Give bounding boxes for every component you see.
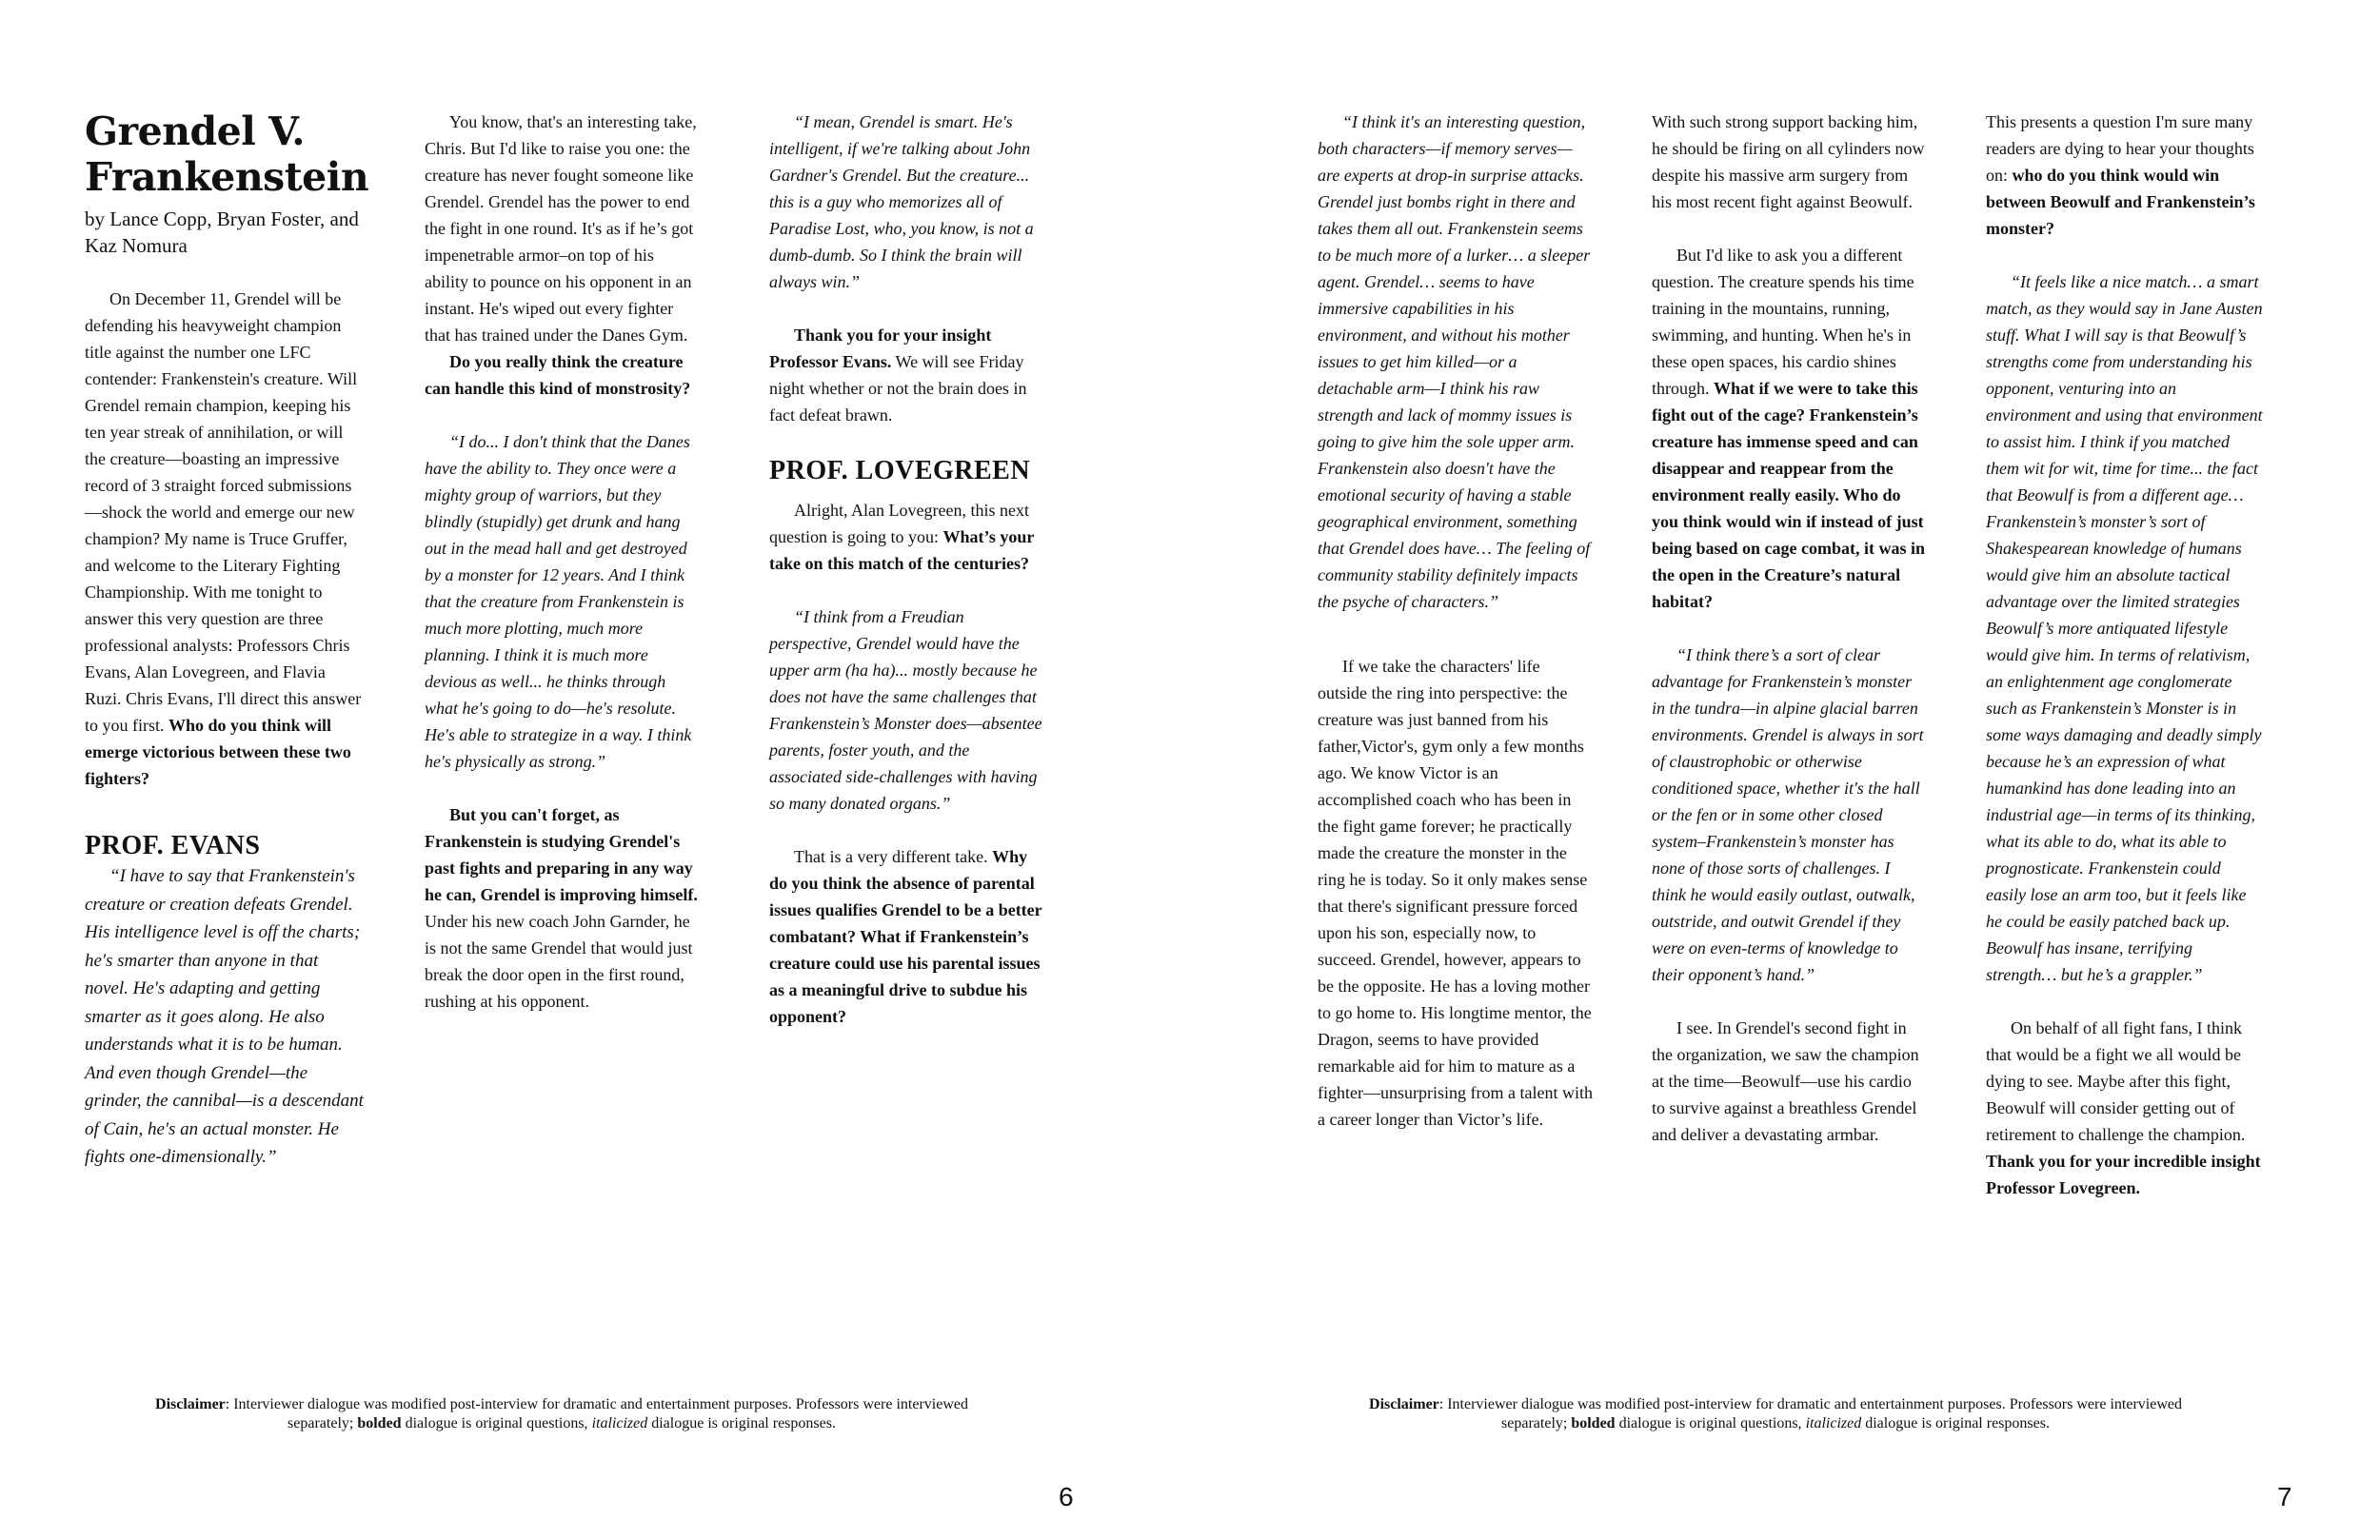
question-text: who do you think would win between Beowulf and Frankenstein’s monster? <box>1986 166 2255 238</box>
right-column-3 <box>1986 109 2264 1201</box>
disclaimer-left <box>143 1395 981 1433</box>
paragraph-text: Under his new coach John Garnder, he is not the same Grendel that would just break the door open in the first round, rushing at his opponent. <box>425 912 693 1011</box>
right-page <box>1190 0 2380 1540</box>
evans-answer: “I have to say that Frankenstein's creature or creation defeats Grendel. His intelligence level is off the charts; he's smarter than anyone in that novel. He's adapting and getting smarter as it goes along. He also understands what it is to be human. And even though Grendel—the grinder, the cannibal—is a descendant of Cain, he's an actual monster. He fights one-dimensionally.” <box>85 866 364 1167</box>
question-text-2: But you can't forget, as Frankenstein is studying Grendel's past fights and preparing in any way he can, Grendel is improving himself. <box>425 805 698 904</box>
lovegreen-answer: “I think from a Freudian perspective, Grendel would have the upper arm (ha ha)... mostly because he does not have the same challenges that Frankenstein’s Monster does—absentee parents, foster youth, and the associated side-challenges with having so many donated organs.” <box>769 607 1042 813</box>
question-paragraph <box>425 348 701 402</box>
intro-paragraph <box>85 286 366 792</box>
intro-question: Who do you think will emerge victorious between these two fighters? <box>85 716 351 788</box>
question-text: What’s your take on this match of the centuries? <box>769 527 1035 573</box>
title-line-1: Grendel V. <box>85 109 306 154</box>
closing-paragraph <box>1986 1015 2264 1201</box>
left-column-3 <box>769 109 1045 1030</box>
armbar-paragraph: I see. In Grendel's second fight in the organization, we saw the champion at the time—Beowulf—use his cardio to survive against a breathless Grendel and deliver a devastating armbar. <box>1652 1018 1919 1144</box>
lovegreen-answer-2: “I think it's an interesting question, both characters—if memory serves—are experts at drop-in surprise attacks. Grendel just bombs right in there and takes them all out. Frankenstein seems to be much more of a lurker… a sleeper agent. Grendel… seems to have immersive capabilities in his environment, and without his mother issues to get him killed—or a detachable arm—I think his raw strength and lack of mommy issues is going to give him the sole upper arm. Frankenstein also doesn't have the emotional security of having a stable geographical environment, something that Grendel does have… The feeling of community stability definitely impacts the psyche of characters.” <box>1318 112 1591 611</box>
support-paragraph: With such strong support backing him, he should be firing on all cylinders now despite his massive arm surgery from his most recent fight against Beowulf. <box>1652 112 1925 211</box>
intro-text: On December 11, Grendel will be defending his heavyweight champion title against the number one LFC contender: Frankenstein's creature. Will Grendel remain champion, keeping his ten year streak of annihilation, or will the creature—boasting an impressive record of 3 straight forced submissions—shock the world and emerge our new champion? My name is Truce Gruffer, and welcome to the Literary Fighting Championship. With me tonight to answer this very question are three professional analysts: Professors Chris Evans, Alan Lovegreen, and Flavia Ruzi. Chris Evans, I'll direct this answer to you first. <box>85 289 362 735</box>
readers-paragraph <box>1986 109 2264 242</box>
paragraph-text: But I'd like to ask you a different question. The creature spends his time training in the mountains, running, swimming, and hunting. When he's in these open spaces, his cardio shines through. <box>1652 246 1914 398</box>
interviewer-paragraph: You know, that's an interesting take, Chris. But I'd like to raise you one: the creature has never fought someone like Grendel. Grendel has the power to end the fight in one round. It's as if he’s got impenetrable armor–on top of his ability to pounce on his opponent in an instant. He's wiped out every fighter that has trained under the Danes Gym. <box>425 112 697 345</box>
disclaimer-italic: italicized <box>1805 1415 1862 1431</box>
lovegreen-answer-4: “It feels like a nice match… a smart match, as they would say in Jane Austen stuff. What I will say is that Beowulf’s strengths come from understanding his opponent, venturing into an environment and using that environment to assist him. I think if you matched them wit for wit, time for time... the fact that Beowulf is from a different age… Frankenstein’s monster’s sort of Shakespearean knowledge of humans would give him an absolute tactical advantage over the limited strategies Beowulf’s more antiquated lifestyle would give him. In terms of relativism, an enlightenment age conglomerate such as Frankenstein’s Monster is in some ways damaging and deadly simply because he’s an expression of what humankind has done leading into an industrial age—in terms of its thinking, what its able to do, what its able to prognosticate. Frankenstein could easily lose an arm too, but it feels like he could be easily patched back up. Beowulf has insane, terrifying strength… but he’s a grappler.” <box>1986 272 2263 984</box>
page-number: 6 <box>1059 1482 1074 1511</box>
question-text-3: Why do you think the absence of parental issues qualifies Grendel to be a better combatant? What if Frankenstein’s creature could use his parental issues as a meaningful drive to subdue his opponent? <box>769 847 1042 1026</box>
thanks-text: Thank you for your incredible insight Professor Lovegreen. <box>1986 1152 2261 1197</box>
disclaimer-text: : Interviewer dialogue was modified post-interview for dramatic and entertainment purposes. Professors were interviewed separately; <box>1438 1396 2182 1431</box>
left-column-1 <box>85 109 369 1172</box>
right-column-1 <box>1318 109 1594 1133</box>
disclaimer-bolded: bolded <box>1571 1415 1616 1431</box>
lovegreen-answer-3: “I think there’s a sort of clear advantage for Frankenstein’s monster in the tundra—in alpine glacial barren environments. Grendel is always in sort of claustrophobic or otherwise conditioned space, whether it's the hall or the fen or in some other closed system–Frankenstein’s monster has none of those sorts of challenges. I think he would easily outlast, outwalk, outstride, and outwit Grendel if they were on even-terms of knowledge to their opponent’s hand.” <box>1652 645 1924 984</box>
heading-prof-evans: PROF. EVANS <box>85 831 261 860</box>
right-column-2 <box>1652 109 1928 1148</box>
question-text: What if we were to take this fight out of the cage? Frankenstein’s creature has immense speed and can disappear and reappear from the environment really easily. Who do you think would win if instead of just being based on cage combat, it was in the open in the Creature’s natural habitat? <box>1652 379 1926 611</box>
article-title <box>85 109 369 200</box>
title-line-2: Frankenstein <box>85 154 369 200</box>
evans-answer-2: “I mean, Grendel is smart. He's intelligent, if we're talking about John Gardner's Grendel. But the creature... this is a guy who memorizes all of Paradise Lost, who, you know, is not a dumb-dumb. So I think the brain will always win.” <box>769 112 1034 291</box>
thanks-paragraph <box>769 322 1045 428</box>
lovegreen-intro <box>769 497 1045 577</box>
intro-text: Alright, Alan Lovegreen, this next question is going to you: <box>769 501 1029 546</box>
answer-paragraph: “I do... I don't think that the Danes have the ability to. They once were a mighty group of warriors, but they blindly (stupidly) get drunk and hang out in the mead hall and get destroyed by a monster for 12 years. And I think that the creature from Frankenstein is much more plotting, much more planning. I think it is much more devious as well... he thinks through what he's going to do—he's resolute. He's able to strategize in a way. I think he's physically as strong.” <box>425 432 692 771</box>
disclaimer-text: dialogue is original questions, <box>1615 1415 1806 1431</box>
paragraph-text: That is a very different take. <box>794 847 993 866</box>
thanks-text: We will see Friday night whether or not the brain does in fact defeat brawn. <box>769 352 1027 424</box>
heading-prof-lovegreen: PROF. LOVEGREEN <box>769 456 1031 485</box>
byline: by Lance Copp, Bryan Foster, and Kaz Nomura <box>85 207 359 257</box>
disclaimer-text: : Interviewer dialogue was modified post-interview for dramatic and entertainment purposes. Professors were interviewed separately; <box>225 1396 968 1431</box>
disclaimer-label: Disclaimer <box>1369 1396 1439 1412</box>
disclaimer-text: dialogue is original responses. <box>1861 1415 2050 1431</box>
environment-paragraph <box>1652 242 1928 615</box>
disclaimer-text: dialogue is original responses. <box>647 1415 836 1431</box>
paragraph-text: This presents a question I'm sure many readers are dying to hear your thoughts on: <box>1986 112 2254 185</box>
disclaimer-label: Disclaimer <box>155 1396 226 1412</box>
perspective-paragraph: If we take the characters' life outside the ring into perspective: the creature was just banned from his father,Victor's, gym only a few months ago. We know Victor is an accomplished coach who has been in the fight game forever; he practically made the creature the monster in the ring he is today. So it only makes sense that there's significant pressure forced upon his son, especially now, to succeed. Grendel, however, appears to be the opposite. He has a loving mother to go home to. His longtime mentor, the Dragon, seems to have provided remarkable aid for him to mature as a fighter—unsurprising from a talent with a career longer than Victor’s life. <box>1318 657 1593 1129</box>
disclaimer-bolded: bolded <box>357 1415 402 1431</box>
disclaimer-right <box>1357 1395 2194 1433</box>
thanks-bold: Thank you for your insight Professor Evans. <box>769 326 992 371</box>
question-paragraph-2 <box>425 801 701 1015</box>
paragraph-text: On behalf of all fight fans, I think that would be a fight we all would be dying to see. Maybe after this fight, Beowulf will consider getting out of retirement to challenge the champion. <box>1986 1018 2246 1144</box>
disclaimer-text: dialogue is original questions, <box>401 1415 592 1431</box>
page-number: 7 <box>2277 1482 2292 1511</box>
left-column-2 <box>425 109 701 1015</box>
question-text: Do you really think the creature can handle this kind of monstrosity? <box>425 352 691 398</box>
question-paragraph-3 <box>769 843 1045 1030</box>
disclaimer-italic: italicized <box>591 1415 648 1431</box>
